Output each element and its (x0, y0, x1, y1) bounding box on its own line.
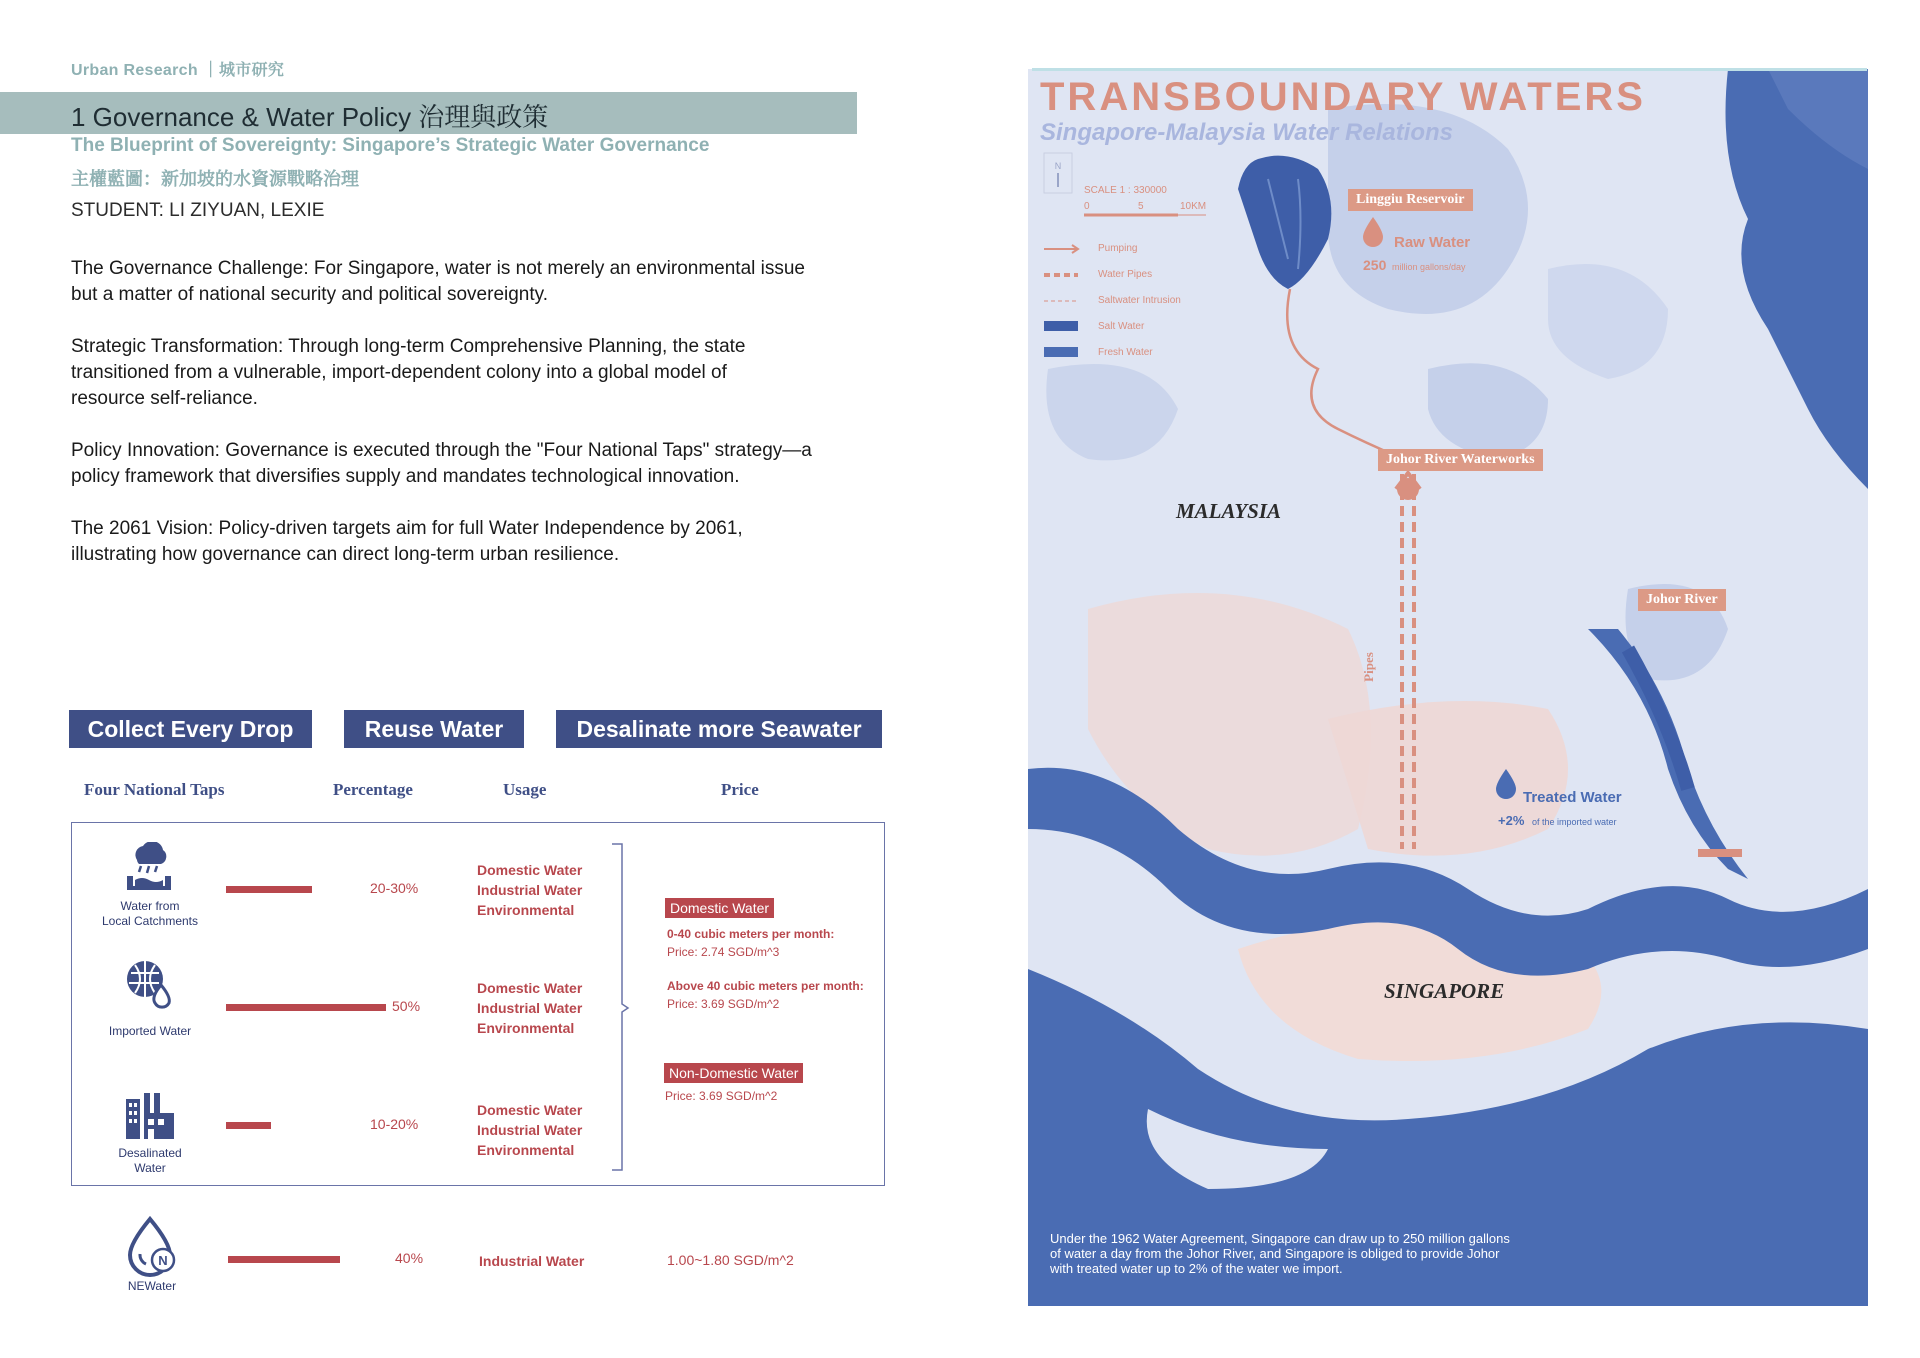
column-header-taps: Four National Taps (84, 780, 225, 799)
title-bar (0, 92, 857, 134)
usage-newater: Industrial Water (479, 1253, 585, 1269)
usage-item: Environmental (477, 902, 575, 918)
rain-catchment-icon (123, 842, 175, 894)
text-line: Policy Innovation: Governance is executed through the "Four National Taps" strategy—a (71, 440, 812, 461)
label-line: Water (134, 1161, 166, 1175)
price-newater: 1.00~1.80 SGD/m^2 (667, 1252, 794, 1268)
label-johor-river-waterworks: Johor River Waterworks (1378, 449, 1543, 471)
subtitle-english: The Blueprint of Sovereignty: Singapore’s Strategic Water Governance (71, 135, 710, 156)
map-title: TRANSBOUNDARY WATERS (1040, 75, 1646, 119)
raw-water-unit: million gallons/day (1392, 262, 1466, 272)
text-line: Strategic Transformation: Through long-term Comprehensive Planning, the state (71, 336, 746, 357)
scale-label: SCALE 1 : 330000 (1084, 185, 1167, 196)
tap-label-newater: NEWater (127, 1279, 177, 1293)
raw-water-amount: 250 (1363, 257, 1387, 273)
usage-item: Industrial Water (477, 1122, 583, 1138)
page-title: 1 Governance & Water Policy 治理與政策 (71, 102, 549, 132)
label-line: Desalinated (118, 1146, 182, 1160)
text-line: policy framework that diversifies supply and mandates technological innovation. (71, 466, 740, 487)
usage-item: Domestic Water (477, 1102, 583, 1118)
map-top-rule (1032, 68, 1867, 71)
treated-water-pct: +2% (1498, 813, 1525, 828)
paragraph-strategic-transformation (71, 334, 861, 412)
pill-reuse-water: Reuse Water (344, 710, 524, 748)
desalination-plant-icon (122, 1089, 176, 1141)
usage-item: Industrial Water (477, 882, 583, 898)
usage-local (477, 860, 582, 920)
scale-tick-5: 5 (1138, 201, 1144, 212)
price-domestic-tier2-value: Price: 3.69 SGD/m^2 (667, 997, 780, 1011)
footnote-line: Under the 1962 Water Agreement, Singapore can draw up to 250 million gallons (1050, 1231, 1510, 1246)
text-line: illustrating how governance can direct long-term urban resilience. (71, 544, 620, 565)
label-line: Water from (120, 899, 180, 913)
label-linggiu-reservoir: Linggiu Reservoir (1348, 189, 1473, 211)
student-credit: STUDENT: LI ZIYUAN, LEXIE (71, 200, 325, 221)
footnote-line: of water a day from the Johor River, and Singapore is obliged to provide Johor (1050, 1246, 1500, 1261)
percentage-bar-imported (226, 1004, 386, 1011)
treated-water-label: Treated Water (1523, 789, 1622, 806)
price-domestic-tier1-heading: 0-40 cubic meters per month: (667, 927, 835, 941)
legend-water-pipes: Water Pipes (1098, 269, 1153, 280)
usage-item: Environmental (477, 1142, 575, 1158)
text-line: The 2061 Vision: Policy-driven targets aim for full Water Independence by 2061, (71, 518, 743, 539)
paragraph-2061-vision (71, 516, 861, 568)
usage-item: Environmental (477, 1020, 575, 1036)
transboundary-map (1028, 69, 1868, 1306)
pill-desalinate-seawater: Desalinate more Seawater (556, 710, 882, 748)
map-subtitle: Singapore-Malaysia Water Relations (1040, 119, 1454, 146)
legend-salt-water: Salt Water (1098, 321, 1145, 332)
usage-imported (477, 978, 582, 1038)
text-line: transitioned from a vulnerable, import-dependent colony into a global model of (71, 362, 727, 383)
text-line: but a matter of national security and political sovereignty. (71, 284, 549, 305)
subtitle-chinese: 主權藍圖：新加坡的水資源戰略治理 (71, 169, 359, 189)
column-header-price: Price (721, 780, 759, 799)
svg-text:N: N (158, 1253, 168, 1268)
newater-drop-icon (126, 1216, 182, 1278)
percentage-newater: 40% (395, 1250, 424, 1266)
raw-water-label: Raw Water (1394, 234, 1471, 251)
label-singapore: SINGAPORE (1384, 979, 1505, 1003)
percentage-local: 20-30% (370, 880, 419, 896)
percentage-imported: 50% (392, 998, 421, 1014)
price-domestic-tier1-value: Price: 2.74 SGD/m^3 (667, 945, 780, 959)
footnote-line: with treated water up to 2% of the water we import. (1050, 1261, 1343, 1276)
label-line: Imported Water (108, 1024, 192, 1038)
legend-pumping: Pumping (1098, 243, 1138, 254)
svg-text:N: N (1054, 161, 1062, 171)
percentage-desalinated: 10-20% (370, 1116, 419, 1132)
percentage-bar-newater (228, 1256, 340, 1263)
map-footnote (1050, 1231, 1550, 1276)
usage-desalinated (477, 1100, 582, 1160)
globe-drop-icon (121, 957, 177, 1013)
price-tag-domestic: Domestic Water (665, 898, 774, 918)
usage-item: Domestic Water (477, 980, 583, 996)
tap-label-desalinated (80, 1146, 220, 1176)
scale-tick-10: 10KM (1180, 201, 1207, 212)
usage-item: Domestic Water (477, 862, 583, 878)
price-tag-non-domestic: Non-Domestic Water (664, 1063, 803, 1083)
paragraph-governance-challenge (71, 256, 861, 308)
section-kicker: Urban Research ｜城市研究 (71, 62, 285, 79)
treated-water-note: of the imported water (1532, 817, 1617, 827)
usage-bracket (608, 842, 632, 1172)
text-line: resource self-reliance. (71, 388, 258, 409)
column-header-percentage: Percentage (333, 780, 413, 799)
text-line: The Governance Challenge: For Singapore, water is not merely an environmental issue (71, 258, 805, 279)
pill-collect-every-drop: Collect Every Drop (69, 710, 312, 748)
legend-saltwater-intrusion: Saltwater Intrusion (1098, 295, 1181, 306)
map-graphic (1028, 69, 1868, 1306)
label-malaysia: MALAYSIA (1176, 499, 1282, 523)
label-line: Local Catchments (101, 914, 199, 928)
percentage-bar-desalinated (226, 1122, 271, 1129)
scale-tick-0: 0 (1084, 201, 1090, 212)
column-header-usage: Usage (503, 780, 547, 799)
usage-item: Industrial Water (477, 1000, 583, 1016)
label-johor-river: Johor River (1638, 589, 1726, 611)
paragraph-policy-innovation (71, 438, 861, 490)
pipes-label: Pipes (1360, 652, 1376, 682)
tap-label-imported (80, 1024, 220, 1039)
legend-fresh-water: Fresh Water (1098, 347, 1153, 358)
percentage-bar-local (226, 886, 312, 893)
price-non-domestic-value: Price: 3.69 SGD/m^2 (665, 1089, 778, 1103)
price-domestic-tier2-heading: Above 40 cubic meters per month: (667, 979, 864, 993)
tap-label-local (80, 899, 220, 929)
